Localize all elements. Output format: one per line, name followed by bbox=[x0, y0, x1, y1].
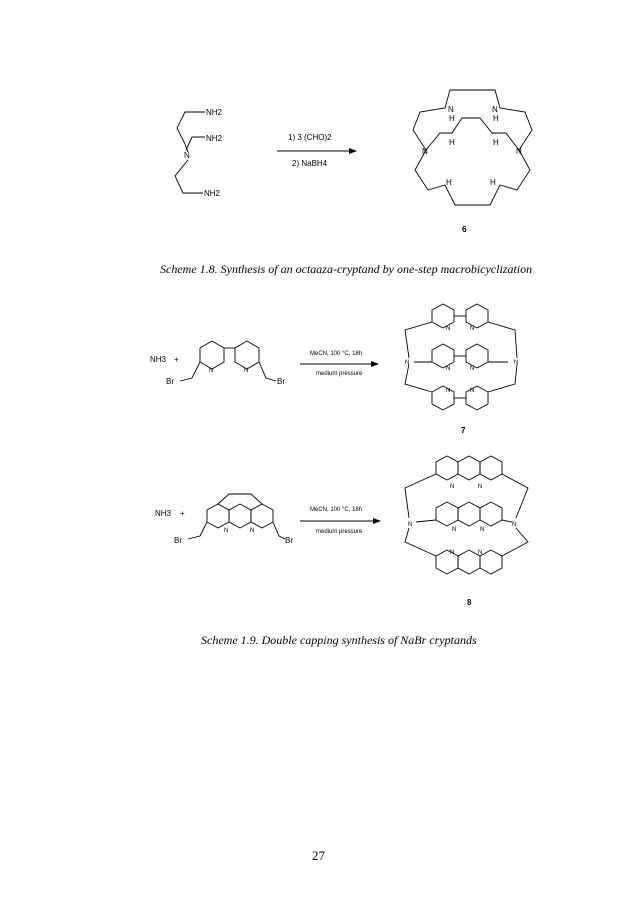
n-label: N bbox=[450, 484, 455, 490]
compound-number-7: 7 bbox=[461, 426, 466, 435]
plus-sign: + bbox=[180, 509, 185, 518]
compound-number-8: 8 bbox=[467, 598, 472, 607]
n-label: N bbox=[470, 388, 475, 394]
page-number: 27 bbox=[312, 848, 325, 863]
br-label: Br bbox=[277, 377, 285, 386]
condition-step-1: 1) 3 (CHO)2 bbox=[288, 133, 332, 142]
n-label: N bbox=[224, 528, 229, 534]
h-label: H bbox=[493, 138, 499, 147]
nh3-label: NH3 bbox=[150, 355, 167, 364]
n-label: N bbox=[448, 105, 454, 114]
n-label: N bbox=[478, 484, 483, 490]
nh2-label: NH2 bbox=[206, 134, 223, 143]
h-label: H bbox=[449, 138, 455, 147]
n-label: N bbox=[480, 527, 485, 533]
n-label: N bbox=[244, 368, 249, 374]
reaction-arrow-7 bbox=[300, 351, 378, 377]
reaction-arrow-1-8 bbox=[277, 133, 356, 168]
phenanthroline-cryptand-8-structure bbox=[405, 456, 528, 607]
n-label: N bbox=[446, 388, 451, 394]
n-label: N bbox=[446, 366, 451, 372]
conditions-text: medium pressure bbox=[316, 371, 363, 377]
n-label: N bbox=[209, 368, 214, 374]
n-label: N bbox=[516, 147, 522, 156]
br-label: Br bbox=[174, 536, 182, 545]
n-label: N bbox=[452, 527, 457, 533]
n-label: N bbox=[184, 151, 190, 160]
n-label: N bbox=[470, 326, 475, 332]
n-label: N bbox=[492, 105, 498, 114]
scheme-1-9-caption: Scheme 1.9. Double capping synthesis of NaBr cryptands bbox=[201, 633, 477, 647]
n-label: N bbox=[250, 528, 255, 534]
reaction-arrow-8 bbox=[300, 507, 380, 535]
h-label: H bbox=[493, 114, 499, 123]
scheme-1-8-caption: Scheme 1.8. Synthesis of an octaaza-cryptand by one-step macrobicyclization bbox=[160, 262, 533, 276]
n-label: N bbox=[422, 147, 428, 156]
n-label: N bbox=[408, 522, 413, 528]
bipyridine-cryptand-7-structure bbox=[405, 304, 518, 435]
reaction-8-reactants bbox=[155, 494, 293, 545]
h-label: H bbox=[446, 178, 452, 187]
n-label: N bbox=[478, 550, 483, 556]
reaction-7-reactants bbox=[150, 341, 285, 386]
nh2-label: NH2 bbox=[206, 108, 223, 117]
n-label: N bbox=[470, 366, 475, 372]
br-label: Br bbox=[285, 536, 293, 545]
n-label: N bbox=[514, 360, 519, 366]
tren-reactant-structure bbox=[175, 108, 223, 198]
condition-step-2: 2) NaBH4 bbox=[292, 159, 328, 168]
nh3-label: NH3 bbox=[155, 509, 172, 518]
compound-number-6: 6 bbox=[462, 225, 467, 234]
conditions-text: medium pressure bbox=[316, 529, 363, 535]
conditions-text: MeCN, 100 °C, 18h bbox=[310, 507, 363, 513]
h-label: H bbox=[490, 178, 496, 187]
n-label: N bbox=[450, 550, 455, 556]
conditions-text: MeCN, 100 °C, 18h bbox=[310, 351, 363, 357]
h-label: H bbox=[449, 114, 455, 123]
plus-sign: + bbox=[174, 355, 179, 364]
n-label: N bbox=[405, 360, 410, 366]
br-label: Br bbox=[166, 377, 174, 386]
n-label: N bbox=[512, 522, 517, 528]
nh2-label: NH2 bbox=[204, 189, 221, 198]
n-label: N bbox=[446, 326, 451, 332]
octaaza-cryptand-6-structure bbox=[413, 90, 532, 234]
